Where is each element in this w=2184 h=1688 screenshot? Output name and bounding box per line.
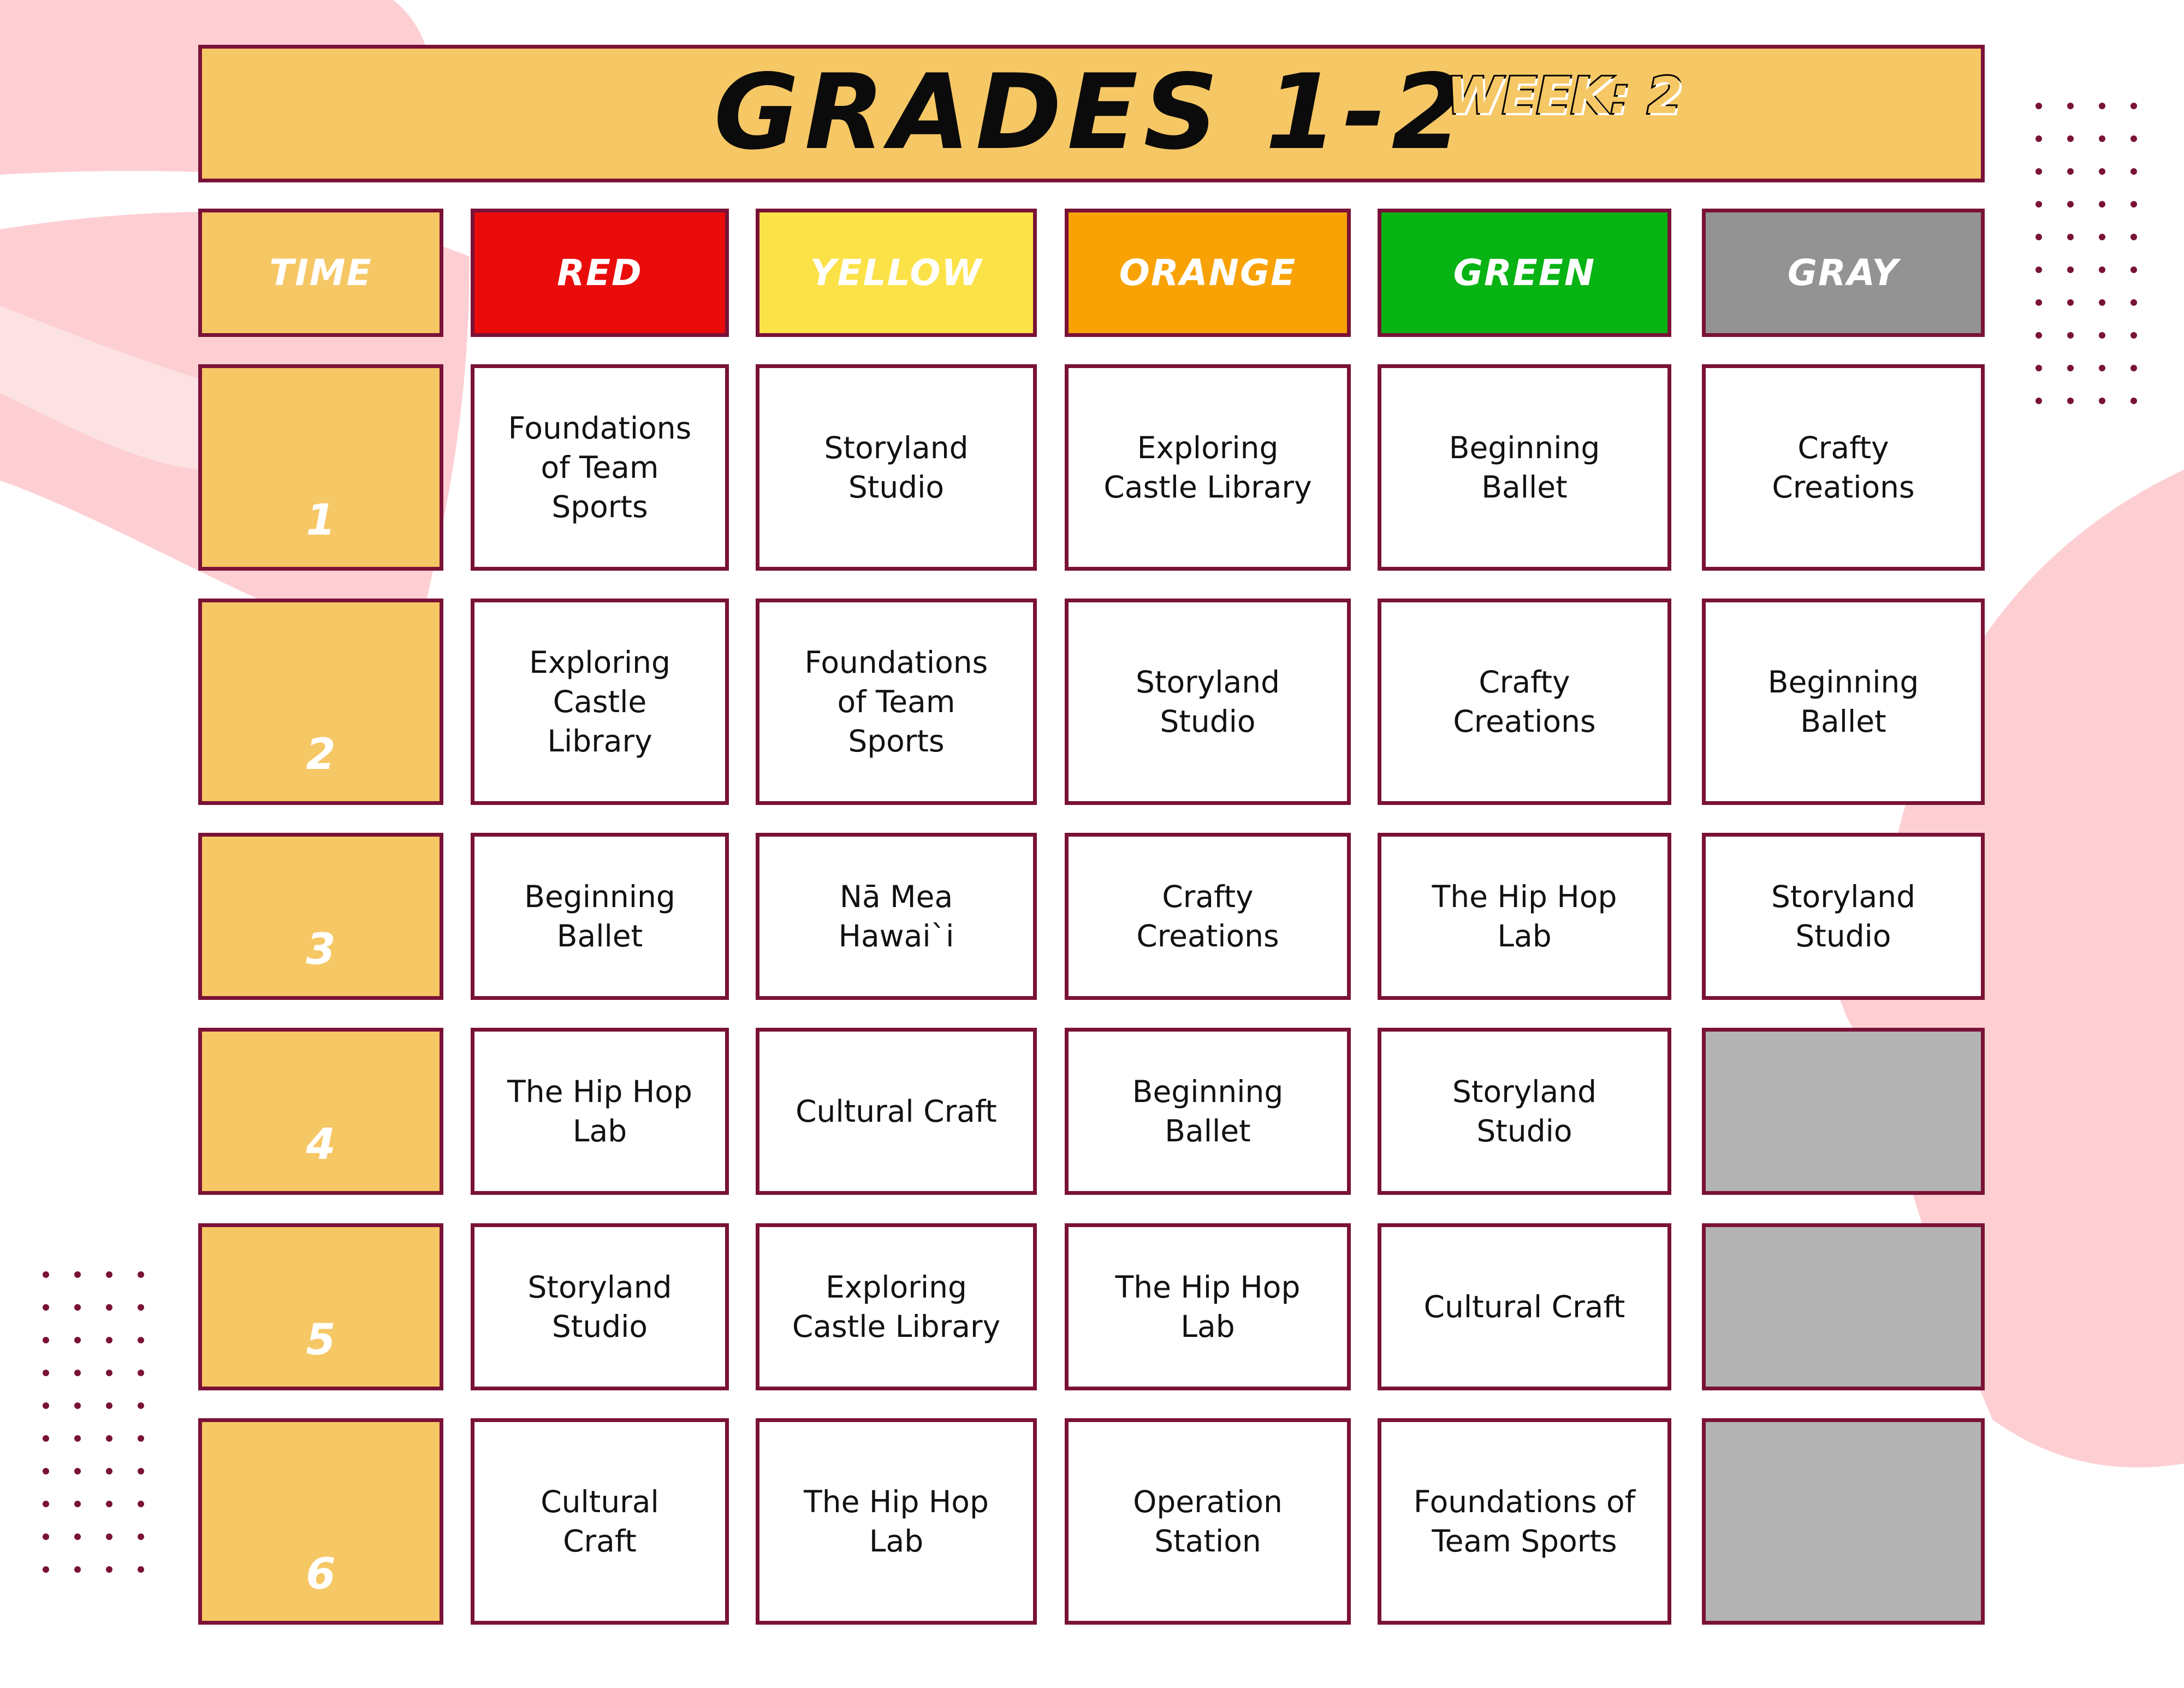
time-slot-cell: 6 bbox=[198, 1418, 443, 1625]
activity-name bbox=[1772, 428, 1914, 507]
decorative-dot bbox=[2035, 299, 2042, 306]
activity-name-line: Operation bbox=[1133, 1484, 1283, 1519]
activity-name-line: Exploring bbox=[826, 1270, 967, 1305]
activity-name-line: The Hip Hop bbox=[1115, 1270, 1301, 1305]
activity-name-line: Castle Library bbox=[1103, 470, 1312, 505]
decorative-dot bbox=[2130, 103, 2137, 109]
dot-pattern-bottom-left bbox=[38, 1267, 158, 1595]
activity-name-line: Library bbox=[547, 724, 652, 759]
activity-name-line: Lab bbox=[869, 1524, 924, 1559]
title-banner bbox=[198, 45, 1985, 182]
activity-name-line: Foundations of bbox=[1413, 1484, 1636, 1519]
activity-cell bbox=[471, 1418, 729, 1625]
activity-cell bbox=[1378, 364, 1671, 571]
activity-name bbox=[527, 1268, 672, 1346]
activity-name-line: of Team bbox=[837, 684, 956, 719]
activity-name bbox=[1424, 1287, 1625, 1326]
time-slot-cell: 2 bbox=[198, 599, 443, 805]
decorative-dot bbox=[2035, 135, 2042, 142]
decorative-dot bbox=[138, 1468, 144, 1474]
time-slot-cell: 3 bbox=[198, 833, 443, 1000]
decorative-dot bbox=[2067, 103, 2074, 109]
decorative-dot bbox=[138, 1304, 144, 1311]
activity-name-line: Studio bbox=[1795, 919, 1891, 953]
activity-name-line: Creations bbox=[1453, 704, 1596, 739]
activity-name-line: Exploring bbox=[1137, 430, 1279, 465]
activity-cell bbox=[756, 599, 1037, 805]
activity-name bbox=[824, 428, 968, 507]
activity-name-line: Studio bbox=[551, 1309, 648, 1344]
activity-name bbox=[1452, 1072, 1597, 1151]
activity-name-line: Beginning bbox=[1132, 1074, 1284, 1109]
activity-cell bbox=[1065, 1418, 1351, 1625]
decorative-dot bbox=[106, 1304, 112, 1311]
activity-cell bbox=[1378, 1028, 1671, 1195]
decorative-dot bbox=[138, 1271, 144, 1278]
decorative-dot bbox=[138, 1337, 144, 1343]
decorative-dot bbox=[74, 1402, 81, 1409]
activity-name-line: Foundations bbox=[804, 645, 988, 680]
activity-name-line: The Hip Hop bbox=[507, 1074, 692, 1109]
decorative-dot bbox=[2067, 168, 2074, 175]
activity-name bbox=[1768, 662, 1919, 741]
activity-name-line: Crafty bbox=[1162, 879, 1254, 914]
activity-name bbox=[1414, 1482, 1635, 1561]
activity-cell bbox=[1065, 599, 1351, 805]
time-slot-cell: 4 bbox=[198, 1028, 443, 1195]
activity-name-line: Storyland bbox=[1135, 665, 1280, 700]
decorative-dot bbox=[106, 1271, 112, 1278]
activity-name-line: Lab bbox=[1497, 919, 1552, 953]
activity-cell bbox=[471, 1028, 729, 1195]
decorative-dot bbox=[2099, 398, 2105, 404]
activity-cell bbox=[1378, 1223, 1671, 1390]
decorative-dot bbox=[2099, 332, 2105, 339]
activity-cell bbox=[471, 1223, 729, 1390]
decorative-dot bbox=[106, 1435, 112, 1442]
activity-cell bbox=[756, 1223, 1037, 1390]
decorative-dot bbox=[2130, 201, 2137, 208]
activity-name-line: Ballet bbox=[556, 919, 643, 953]
activity-name bbox=[796, 1092, 997, 1131]
activity-cell bbox=[471, 833, 729, 1000]
activity-name bbox=[1132, 1072, 1284, 1151]
activity-name-line: Nā Mea bbox=[839, 879, 953, 914]
activity-name-line: Exploring bbox=[529, 645, 670, 680]
decorative-dot bbox=[138, 1501, 144, 1507]
decorative-dot bbox=[74, 1337, 81, 1343]
activity-cell bbox=[1702, 364, 1985, 571]
activity-cell bbox=[756, 1418, 1037, 1625]
activity-name-line: Hawai`i bbox=[838, 919, 954, 953]
decorative-dot bbox=[2067, 332, 2074, 339]
column-header-gray: GRAY bbox=[1702, 209, 1985, 337]
empty-activity-cell bbox=[1702, 1028, 1985, 1195]
decorative-dot bbox=[43, 1337, 49, 1343]
decorative-dot bbox=[2035, 234, 2042, 240]
activity-name bbox=[1133, 1482, 1283, 1561]
activity-name-line: Castle bbox=[553, 684, 647, 719]
decorative-dot bbox=[43, 1304, 49, 1311]
activity-cell bbox=[471, 364, 729, 571]
activity-cell bbox=[756, 833, 1037, 1000]
activity-name-line: Beginning bbox=[524, 879, 675, 914]
activity-cell bbox=[1702, 599, 1985, 805]
activity-name-line: Castle Library bbox=[792, 1309, 1001, 1344]
decorative-dot bbox=[2099, 266, 2105, 273]
activity-name-line: Storyland bbox=[1452, 1074, 1597, 1109]
decorative-dot bbox=[138, 1402, 144, 1409]
activity-name bbox=[524, 877, 675, 956]
activity-name-line: Cultural Craft bbox=[796, 1094, 997, 1129]
activity-name bbox=[1136, 662, 1280, 741]
activity-name-line: Station bbox=[1154, 1524, 1261, 1559]
activity-name-line: Ballet bbox=[1800, 704, 1886, 739]
decorative-dot bbox=[74, 1435, 81, 1442]
activity-name-line: Sports bbox=[551, 489, 648, 524]
decorative-dot bbox=[2035, 201, 2042, 208]
activity-name-line: Creations bbox=[1772, 470, 1915, 505]
column-header-yellow: YELLOW bbox=[756, 209, 1037, 337]
decorative-dot bbox=[43, 1501, 49, 1507]
activity-name bbox=[839, 877, 954, 956]
decorative-dot bbox=[2067, 266, 2074, 273]
activity-name-line: Foundations bbox=[508, 411, 692, 446]
activity-name bbox=[1453, 662, 1595, 741]
activity-name-line: Studio bbox=[1476, 1114, 1572, 1148]
activity-name-line: Beginning bbox=[1449, 430, 1600, 465]
decorative-dot bbox=[138, 1370, 144, 1376]
decorative-dot bbox=[2130, 266, 2137, 273]
decorative-dot bbox=[43, 1370, 49, 1376]
decorative-dot bbox=[2067, 398, 2074, 404]
decorative-dot bbox=[2099, 365, 2105, 371]
decorative-dot bbox=[2035, 168, 2042, 175]
activity-name bbox=[804, 1482, 989, 1561]
decorative-dot bbox=[74, 1304, 81, 1311]
activity-name-line: of Team bbox=[541, 450, 659, 485]
decorative-dot bbox=[74, 1533, 81, 1540]
activity-cell bbox=[756, 1028, 1037, 1195]
activity-name bbox=[1115, 1268, 1301, 1346]
decorative-dot bbox=[2099, 103, 2105, 109]
activity-name-line: Creations bbox=[1136, 919, 1279, 953]
decorative-dot bbox=[2035, 365, 2042, 371]
decorative-dot bbox=[2130, 398, 2137, 404]
decorative-dot bbox=[138, 1566, 144, 1573]
decorative-dot bbox=[2035, 103, 2042, 109]
activity-cell bbox=[1378, 1418, 1671, 1625]
decorative-dot bbox=[106, 1533, 112, 1540]
empty-activity-cell bbox=[1702, 1223, 1985, 1390]
column-header-red: RED bbox=[471, 209, 729, 337]
activity-name-line: Lab bbox=[572, 1114, 627, 1148]
time-slot-cell: 5 bbox=[198, 1223, 443, 1390]
decorative-dot bbox=[74, 1370, 81, 1376]
activity-cell bbox=[471, 599, 729, 805]
decorative-dot bbox=[2099, 299, 2105, 306]
decorative-dot bbox=[2067, 201, 2074, 208]
empty-activity-cell bbox=[1702, 1418, 1985, 1625]
decorative-dot bbox=[2130, 299, 2137, 306]
activity-name-line: Crafty bbox=[1797, 430, 1889, 465]
decorative-dot bbox=[106, 1501, 112, 1507]
decorative-dot bbox=[106, 1468, 112, 1474]
activity-name bbox=[1771, 877, 1915, 956]
activity-name bbox=[507, 1072, 692, 1151]
activity-name-line: Storyland bbox=[824, 430, 969, 465]
decorative-dot bbox=[43, 1566, 49, 1573]
decorative-dot bbox=[2067, 234, 2074, 240]
decorative-dot bbox=[2067, 135, 2074, 142]
decorative-dot bbox=[2035, 266, 2042, 273]
activity-name-line: Cultural bbox=[541, 1484, 659, 1519]
activity-name-line: Team Sports bbox=[1432, 1524, 1617, 1559]
activity-name bbox=[541, 1482, 659, 1561]
activity-name-line: The Hip Hop bbox=[1432, 879, 1617, 914]
activity-name-line: Crafty bbox=[1479, 665, 1570, 700]
dot-pattern-top-right bbox=[2031, 98, 2151, 426]
decorative-dot bbox=[2099, 201, 2105, 208]
decorative-dot bbox=[106, 1370, 112, 1376]
column-header-orange: ORANGE bbox=[1065, 209, 1351, 337]
decorative-dot bbox=[74, 1501, 81, 1507]
activity-name-line: Storyland bbox=[1771, 879, 1916, 914]
week-label: WEEK: 2 bbox=[1447, 67, 1683, 125]
activity-name-line: Sports bbox=[848, 724, 945, 759]
decorative-dot bbox=[2099, 234, 2105, 240]
decorative-dot bbox=[43, 1271, 49, 1278]
activity-name bbox=[1136, 877, 1279, 956]
decorative-dot bbox=[74, 1271, 81, 1278]
decorative-dot bbox=[2130, 234, 2137, 240]
activity-name-line: Craft bbox=[563, 1524, 637, 1559]
activity-cell bbox=[1065, 833, 1351, 1000]
decorative-dot bbox=[2035, 332, 2042, 339]
decorative-dot bbox=[2130, 365, 2137, 371]
decorative-dot bbox=[106, 1337, 112, 1343]
activity-name bbox=[529, 643, 670, 761]
decorative-dot bbox=[2035, 398, 2042, 404]
decorative-dot bbox=[2099, 135, 2105, 142]
activity-cell bbox=[1065, 1028, 1351, 1195]
activity-name-line: Studio bbox=[848, 470, 945, 505]
decorative-dot bbox=[43, 1435, 49, 1442]
decorative-dot bbox=[2130, 135, 2137, 142]
activity-name bbox=[1103, 428, 1311, 507]
decorative-dot bbox=[43, 1533, 49, 1540]
activity-cell bbox=[1378, 833, 1671, 1000]
decorative-dot bbox=[2067, 365, 2074, 371]
activity-name-line: Ballet bbox=[1481, 470, 1568, 505]
decorative-dot bbox=[2130, 332, 2137, 339]
decorative-dot bbox=[2130, 168, 2137, 175]
activity-cell bbox=[1702, 833, 1985, 1000]
decorative-dot bbox=[74, 1468, 81, 1474]
activity-cell bbox=[1065, 1223, 1351, 1390]
time-slot-cell: 1 bbox=[198, 364, 443, 571]
activity-name bbox=[508, 408, 692, 526]
activity-name-line: Storyland bbox=[527, 1270, 672, 1305]
activity-name-line: Cultural Craft bbox=[1423, 1289, 1625, 1324]
activity-cell bbox=[1378, 599, 1671, 805]
activity-name bbox=[805, 643, 988, 761]
page-title: GRADES 1-2 bbox=[714, 51, 1469, 173]
decorative-dot bbox=[43, 1402, 49, 1409]
column-header-time: TIME bbox=[198, 209, 443, 337]
activity-name-line: Ballet bbox=[1165, 1114, 1251, 1148]
activity-name-line: Studio bbox=[1160, 704, 1256, 739]
decorative-dot bbox=[74, 1566, 81, 1573]
activity-name-line: Beginning bbox=[1767, 665, 1919, 700]
decorative-dot bbox=[138, 1533, 144, 1540]
decorative-dot bbox=[2067, 299, 2074, 306]
activity-name-line: Lab bbox=[1180, 1309, 1235, 1344]
column-header-green: GREEN bbox=[1378, 209, 1671, 337]
decorative-dot bbox=[106, 1566, 112, 1573]
activity-name-line: The Hip Hop bbox=[804, 1484, 989, 1519]
activity-name bbox=[1432, 877, 1617, 956]
decorative-dot bbox=[2099, 168, 2105, 175]
activity-cell bbox=[1065, 364, 1351, 571]
activity-cell bbox=[756, 364, 1037, 571]
activity-name bbox=[1449, 428, 1600, 507]
decorative-dot bbox=[106, 1402, 112, 1409]
decorative-dot bbox=[43, 1468, 49, 1474]
activity-name bbox=[792, 1268, 1000, 1346]
decorative-dot bbox=[138, 1435, 144, 1442]
